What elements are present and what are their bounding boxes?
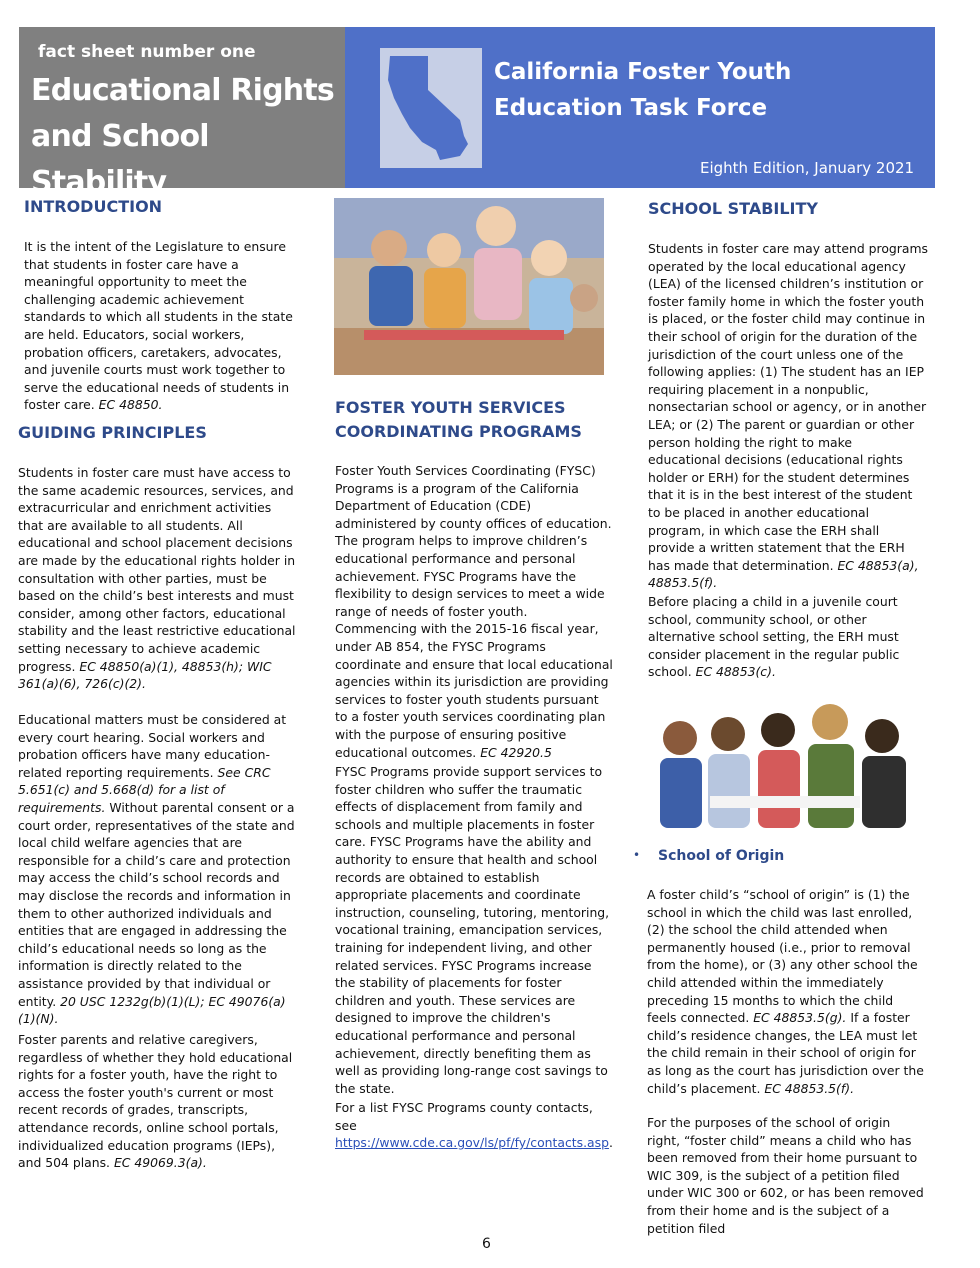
guiding-paragraph-2: Educational matters must be considered at every court hearing. Social workers and probation officers have many education-related reporting requirements. See CRC 5.651(c) and 5.668(d) for a list of requirements. Without parental consent or a court order, representatives of the state and local child welfare agencies that are responsible for a child’s care and protection may access the child’s school records and may disclose the records and information in them to other authorized individuals and entities that are engaged in addressing the child’s educational needs so long as the information is directly related to the assistance provided by that individual or entity. 20 USC 1232g(b)(1)(L); EC 49076(a)(1)(N). [18,712,295,1027]
children-photo [334,198,604,375]
fact-sheet-label: fact sheet number one [38,42,256,62]
california-state-icon [380,48,482,168]
school-stability-heading: SCHOOL STABILITY [648,199,818,218]
edition-label: Eighth Edition, January 2021 [700,159,915,177]
fysc-paragraph-3: For a list FYSC Programs county contacts, see https://www.cde.ca.gov/ls/pf/fy/contacts.asp. [335,1100,613,1151]
stability-paragraph-2: Before placing a child in a juvenile court school, community school, or other alternative school setting, the ERH must consider placement in the regular public school. EC 48853(c). [648,594,900,680]
origin-paragraph-2: For the purposes of the school of origin right, “foster child” means a child who has been removed from their home pursuant to WIC 309, is the subject of a petition filed under WIC 300 or 602, or has been removed from their home and is the subject of a petition filed [647,1115,924,1236]
teens-photo [650,700,918,838]
introduction-text: It is the intent of the Legislature to ensure that students in foster care have a meaningful opportunity to meet the challenging academic achievement standards to which all students in the state are held. Educators, social workers, probation officers, caretakers, advocates, and juvenile courts must work together to serve the educational needs of students in foster care. EC 48850. [24,239,293,413]
task-force-title: California Foster Youth Education Task Force [494,59,792,121]
introduction-heading: INTRODUCTION [24,197,163,216]
fysc-paragraph-1: Foster Youth Services Coordinating (FYSC) Programs is a program of the California Department of Education (CDE) administered by county offices of education. The program helps to improve children’s educational performance and personal achievement. FYSC Programs have the flexibility to design services to meet a wide range of needs of foster youth. Commencing with the 2015-16 fiscal year, under AB 854, the FYSC Programs coordinate and ensure that local educational agencies within its jurisdiction are providing services to foster youth students pursuant to a foster youth services coordinating plan with the purpose of ensuring positive educational outcomes. EC 42920.5 [335,463,613,760]
page-number: 6 [482,1236,491,1252]
fysc-paragraph-2: FYSC Programs provide support services to foster children who suffer the traumatic effects of displacement from family and schools and multiple placements in foster care. FYSC Programs have the ability and authority to ensure that health and school records are obtained to establish appropriate placements and coordinate instruction, counseling, tutoring, mentoring, vocational training, emancipation services, training for independent living, and other related services. FYSC Programs increase the stability of placements for foster children and youth. These services are designed to improve the children's educational performance and personal achievement, directly benefiting them as well as providing long-range cost savings to the state. [335,764,610,1096]
fysc-heading: FOSTER YOUTH SERVICES COORDINATING PROGRAMS [335,398,582,441]
school-of-origin-heading: School of Origin [658,848,785,864]
guiding-paragraph-1: Students in foster care must have access to the same academic resources, services, and extracurricular and enrichment activities that are available to all students. All educational and school placement decisions are made by the educational rights holder in consultation with other parties, must be based on the child’s best interests and must consider, among other factors, educational stability and the least restrictive educational setting necessary to achieve academic progress. EC 48850(a)(1), 48853(h); WIC 361(a)(6), 726(c)(2). [18,465,296,692]
page-title: Educational Rights and School Stability [31,73,334,200]
guiding-principles-heading: GUIDING PRINCIPLES [18,423,207,442]
stability-paragraph-1: Students in foster care may attend programs operated by the local educational agency (LEA) of the licensed children’s institution or foster family home in which the foster youth is placed, or the foster child may continue in their school of origin for the duration of the jurisdiction of the court unless one of the following applies: (1) The student has an IEP requiring placement in a nonpublic, nonsectarian school or agency, or in another LEA; or (2) The parent or guardian or other person holding the right to make educational decisions (educational rights holder or ERH) for the student determines that it is in the best interest of the student to be placed in another educational program, in which case the ERH shall provide a written statement that the ERH has made that determination. EC 48853(a), 48853.5(f). [648,241,928,591]
guiding-paragraph-3: Foster parents and relative caregivers, regardless of whether they hold educational rights for a foster youth, have the right to access the foster youth's current or most recent records of grades, transcripts, attendance records, online school portals, individualized education programs (IEPs), and 504 plans. EC 49069.3(a). [18,1032,293,1171]
bullet-dot: • [633,848,641,862]
origin-paragraph-1: A foster child’s “school of origin” is (1) the school in which the child was last enrolled, (2) the school the child attended when permanently housed (i.e., prior to removal from the home), or (3) any other school the child attended within the immediately preceding 15 months to which the child feels connected. EC 48853.5(g). If a foster child’s residence changes, the LEA must let the child remain in their school of origin for as long as the court has jurisdiction over the child’s placement. EC 48853.5(f). [647,887,924,1096]
fysc-contacts-link[interactable]: https://www.cde.ca.gov/ls/pf/fy/contacts.asp [335,1135,609,1151]
